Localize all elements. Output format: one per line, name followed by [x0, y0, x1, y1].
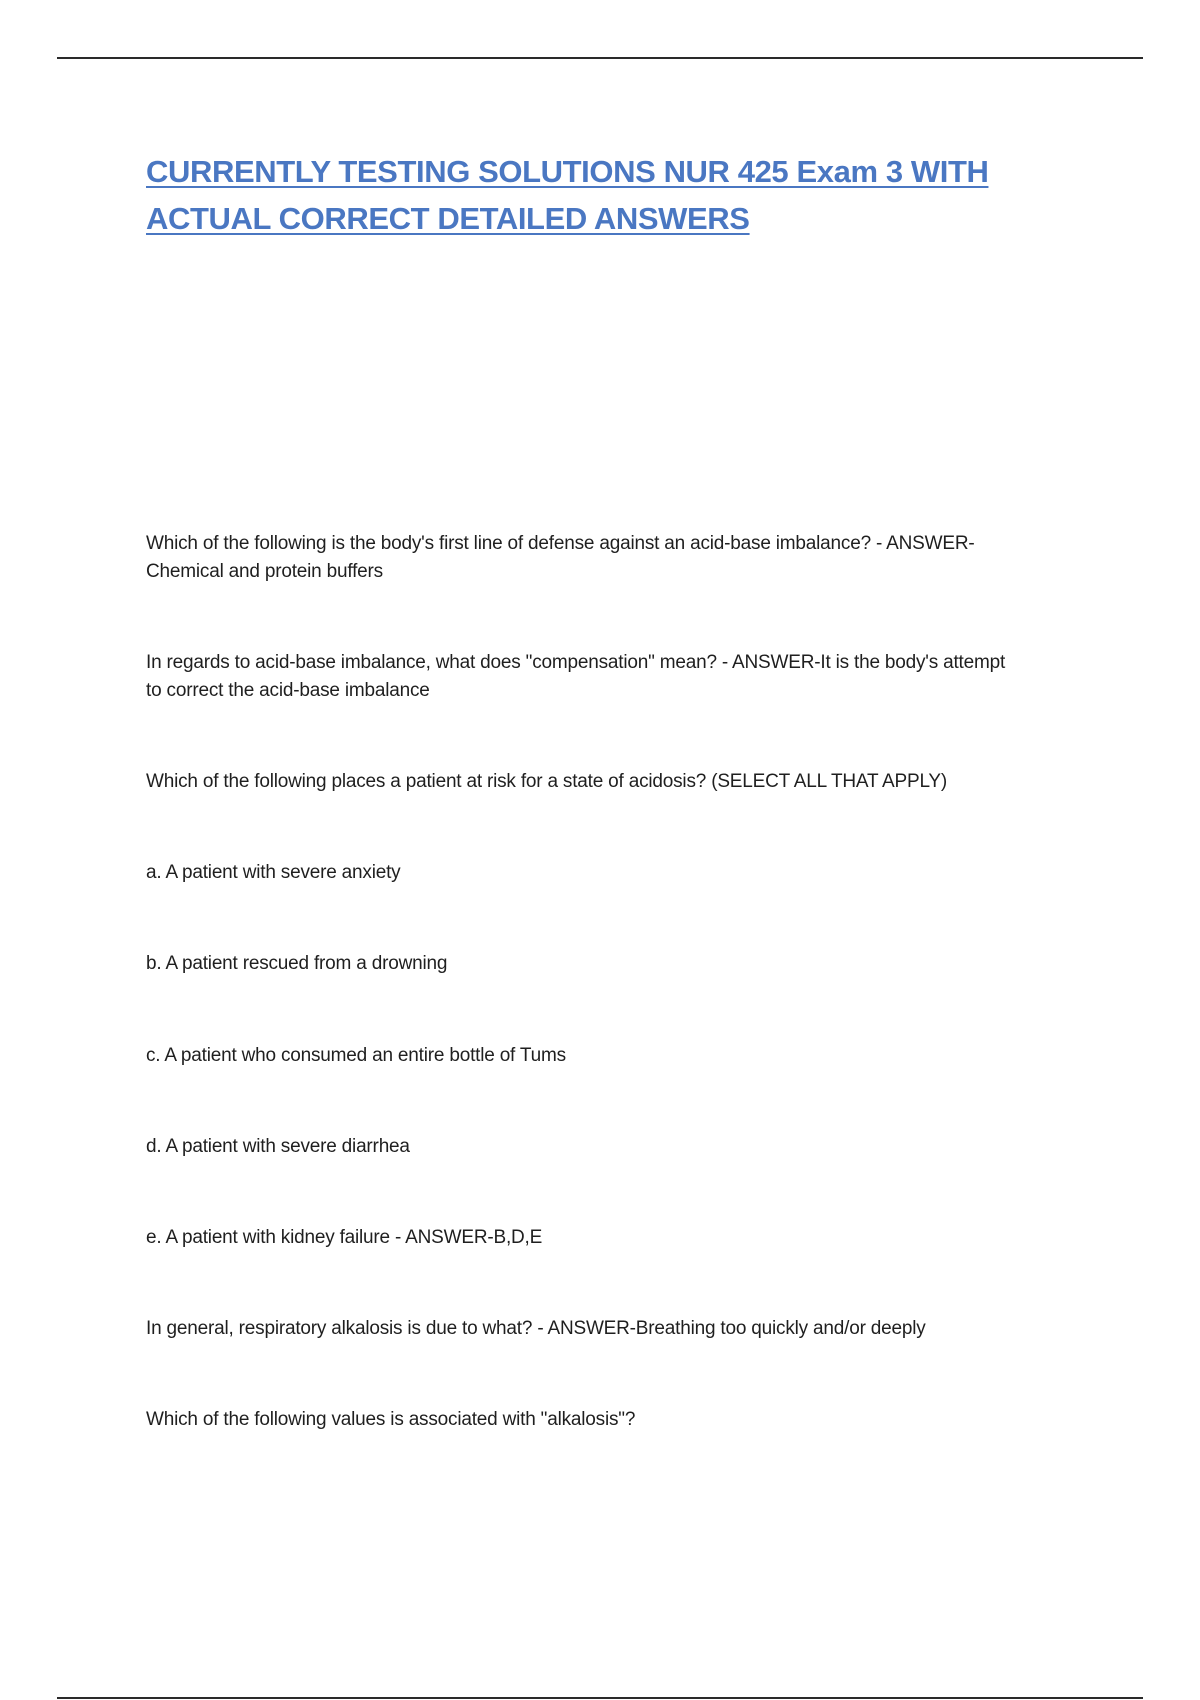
option-d — [146, 1133, 1096, 1161]
document-title[interactable] — [146, 148, 1046, 242]
bottom-rule — [57, 1697, 1143, 1699]
option-e-answer — [146, 1224, 1096, 1252]
paragraph-line: Which of the following places a patient at risk for a state of acidosis? (SELECT ALL THAT APPLY) — [146, 771, 948, 792]
question-acidosis-risk — [146, 768, 1096, 796]
paragraph-line: In general, respiratory alkalosis is due to what? - ANSWER-Breathing too quickly and/or deeply — [146, 1318, 926, 1339]
title-line-2: ACTUAL CORRECT DETAILED ANSWERS — [146, 201, 750, 236]
question-first-line-defense — [146, 530, 1096, 586]
option-b — [146, 950, 1096, 978]
paragraph-line: c. A patient who consumed an entire bottle of Tums — [146, 1045, 566, 1066]
question-alkalosis-values — [146, 1406, 1096, 1434]
option-a — [146, 859, 1096, 887]
paragraph-line: Chemical and protein buffers — [146, 561, 383, 582]
title-line-1: CURRENTLY TESTING SOLUTIONS NUR 425 Exam 3 WITH — [146, 154, 989, 189]
paragraph-line: Which of the following is the body's first line of defense against an acid-base imbalance? - ANSWER- — [146, 533, 975, 554]
paragraph-line: d. A patient with severe diarrhea — [146, 1136, 410, 1157]
paragraph-line: Which of the following values is associated with "alkalosis"? — [146, 1409, 636, 1430]
paragraph-line: to correct the acid-base imbalance — [146, 680, 430, 701]
question-compensation — [146, 649, 1096, 705]
paragraph-line: e. A patient with kidney failure - ANSWER-B,D,E — [146, 1227, 543, 1248]
paragraph-line: a. A patient with severe anxiety — [146, 862, 401, 883]
question-respiratory-alkalosis — [146, 1315, 1096, 1343]
paragraph-line: In regards to acid-base imbalance, what does "compensation" mean? - ANSWER-It is the body's attempt — [146, 652, 1006, 673]
option-c — [146, 1042, 1096, 1070]
top-rule — [57, 57, 1143, 59]
paragraph-line: b. A patient rescued from a drowning — [146, 953, 448, 974]
